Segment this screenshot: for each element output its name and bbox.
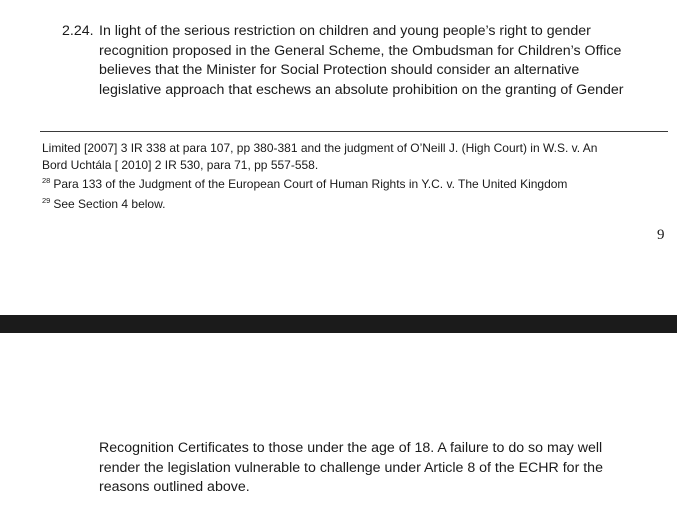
paragraph-line: reasons outlined above. [99, 479, 250, 496]
footnote-text: Para 133 of the Judgment of the European Court of Human Rights in Y.C. v. The United Kingdom [53, 177, 568, 191]
paragraph-line: Recognition Certificates to those under the age of 18. A failure to do so may well [99, 440, 603, 456]
paragraph-line: legislative approach that eschews an absolute prohibition on the granting of Gender [99, 81, 624, 98]
footnote-separator-rule [40, 131, 668, 132]
paragraph-text [99, 22, 662, 100]
page-break-bar [0, 315, 677, 333]
paragraph-line: render the legislation vulnerable to challenge under Article 8 of the ECHR for the [99, 459, 603, 476]
footnotes [42, 140, 668, 212]
paragraph-2-24 [62, 22, 662, 100]
footnote-continuation-line: Limited [2007] 3 IR 338 at para 107, pp 380-381 and the judgment of O’Neill J. (High Court) in W.S. v. An [42, 141, 598, 155]
footnote-29 [42, 193, 668, 213]
paragraph-line: In light of the serious restriction on children and young people’s right to gender [99, 23, 591, 39]
footnote-continuation-line: Bord Uchtála [ 2010] 2 IR 530, para 71, pp 557-558. [42, 157, 319, 172]
paragraph-line: believes that the Minister for Social Protection should consider an alternative [99, 62, 580, 79]
paragraph-number: 2.24. [62, 23, 94, 39]
page-number: 9 [657, 227, 665, 243]
continued-paragraph [99, 439, 659, 498]
footnote-28 [42, 173, 668, 193]
footnote-mark: 28 [42, 176, 51, 185]
footnote-mark: 29 [42, 195, 51, 205]
footnote-text: See Section 4 below. [53, 196, 166, 211]
paragraph-line: recognition proposed in the General Scheme, the Ombudsman for Children’s Office [99, 42, 622, 59]
